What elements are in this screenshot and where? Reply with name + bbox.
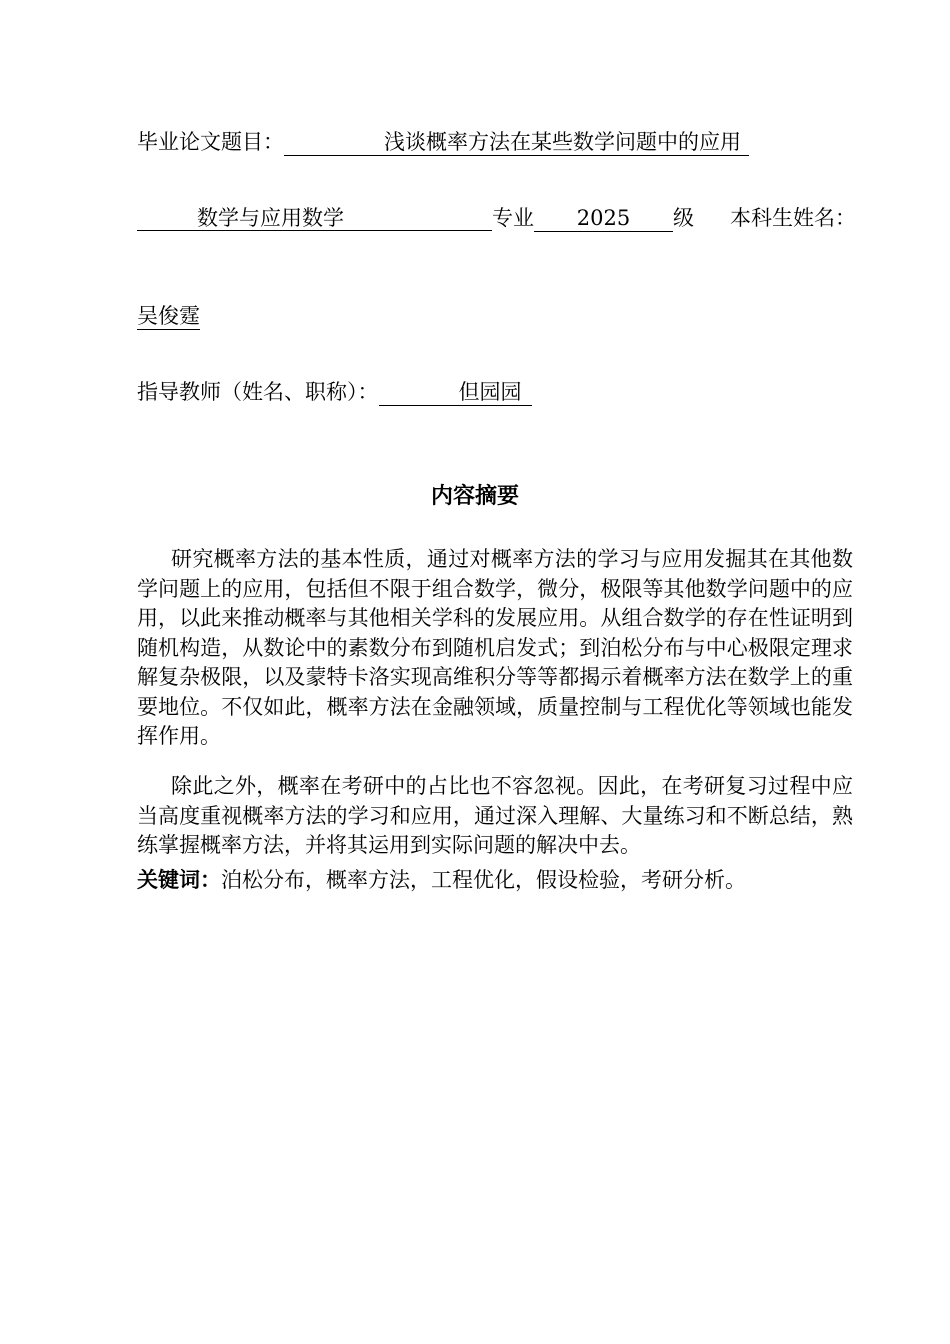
major-label: 专业 — [492, 206, 534, 230]
student-name: 吴俊霆 — [137, 304, 200, 328]
keywords-text: 泊松分布，概率方法，工程优化，假设检验，考研分析。 — [221, 868, 746, 892]
year-value: 2025 — [534, 206, 673, 232]
major-year-line — [137, 204, 856, 232]
major-value: 数学与应用数学 — [137, 206, 492, 231]
advisor-line — [137, 378, 532, 406]
thesis-title-line — [137, 128, 749, 156]
advisor-label: 指导教师（姓名、职称）： — [137, 380, 379, 404]
student-name-line — [137, 302, 200, 330]
year-label: 级 — [673, 206, 694, 230]
keywords-line — [137, 866, 746, 894]
thesis-title-label: 毕业论文题目： — [137, 130, 284, 154]
abstract-paragraph-1: 研究概率方法的基本性质，通过对概率方法的学习与应用发掘其在其他数学问题上的应用，包括但不限于组合数学，微分，极限等其他数学问题中的应用，以此来推动概率与其他相关学科的发展应用。从组合数学的存在性证明到随机构造，从数论中的素数分布到随机启发式；到泊松分布与中心极限定理求解复杂极限，以及蒙特卡洛实现高维积分等等都揭示着概率方法在数学上的重要地位。不仅如此，概率方法在金融领域，质量控制与工程优化等领域也能发挥作用。 — [137, 547, 853, 748]
keywords-label: 关键词： — [137, 868, 221, 892]
abstract-heading: 内容摘要 — [430, 484, 519, 509]
thesis-title-value: 浅谈概率方法在某些数学问题中的应用 — [284, 130, 749, 156]
advisor-name: 但园园 — [379, 380, 532, 406]
abstract-paragraph-2: 除此之外，概率在考研中的占比也不容忽视。因此，在考研复习过程中应当高度重视概率方法的学习和应用，通过深入理解、大量练习和不断总结，熟练掌握概率方法，并将其运用到实际问题的解决中去。 — [137, 774, 853, 857]
student-label: 本科生姓名： — [730, 206, 856, 230]
